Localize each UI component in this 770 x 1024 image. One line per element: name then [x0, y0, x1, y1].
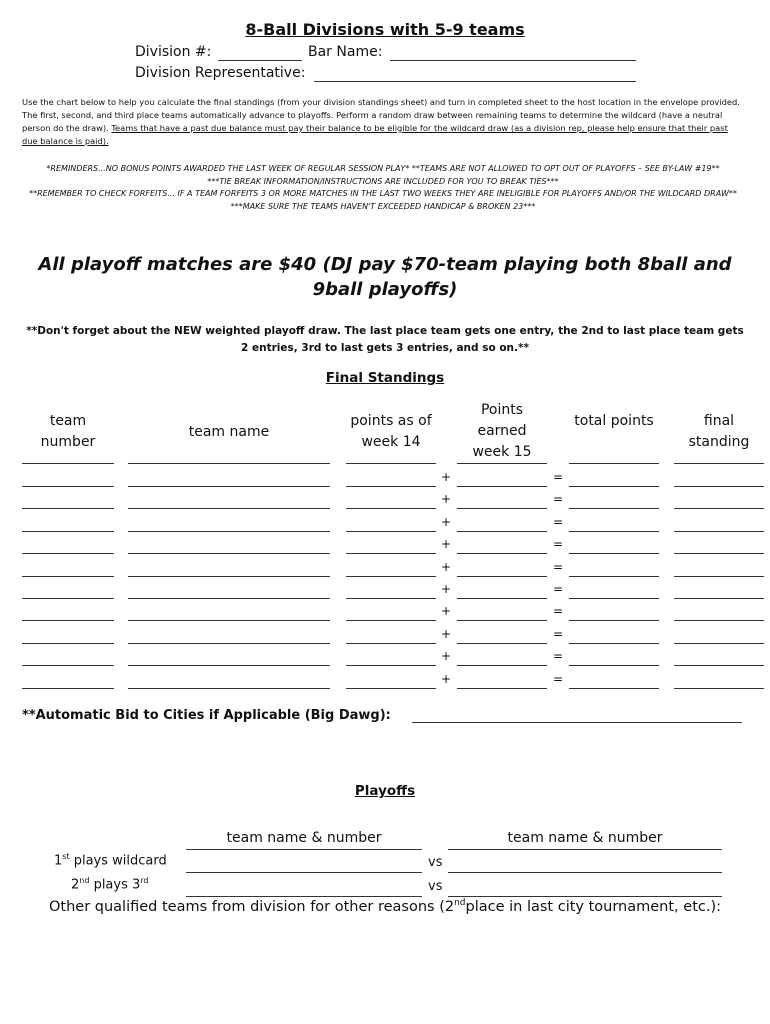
- total-points-field[interactable]: [569, 553, 659, 554]
- total-points-field[interactable]: [569, 576, 659, 577]
- automatic-bid-field[interactable]: [412, 722, 742, 723]
- equals-sign: =: [553, 537, 564, 552]
- representative-field[interactable]: [314, 81, 636, 82]
- plus-sign: +: [441, 559, 452, 574]
- final-standing-field[interactable]: [674, 665, 764, 666]
- team-name-field[interactable]: [128, 553, 330, 554]
- match-2-ordinal: 2: [71, 877, 80, 893]
- total-points-field[interactable]: [569, 665, 659, 666]
- playoff-fee-notice: All playoff matches are $40 (DJ pay $70-team playing both 8ball and 9ball playoffs): [38, 254, 732, 300]
- points-week15-field[interactable]: [457, 620, 547, 621]
- final-standing-field[interactable]: [674, 553, 764, 554]
- plus-sign: +: [441, 582, 452, 596]
- points-week15-field[interactable]: [457, 665, 547, 666]
- col-final-standing: final standing: [688, 413, 750, 450]
- points-week14-field[interactable]: [346, 576, 436, 577]
- points-week15-field[interactable]: [457, 598, 547, 599]
- match-2-text: plays 3: [89, 877, 141, 893]
- match-1-label: [54, 852, 167, 868]
- team-name-field[interactable]: [128, 620, 330, 621]
- instructions-past-due-note: Teams that have a past due balance must pay their balance to be eligible for the wildcard draw (as a division rep, please help ensure that their past due balance is paid).: [22, 123, 728, 146]
- team-name-field[interactable]: [128, 643, 330, 644]
- equals-sign: =: [553, 470, 564, 484]
- division-number-label: Division #:: [135, 44, 212, 60]
- reminders: [22, 163, 744, 213]
- equals-sign: =: [553, 671, 564, 686]
- match-2-team-a-field[interactable]: [186, 896, 422, 897]
- points-week14-field[interactable]: [346, 643, 436, 644]
- points-week15-field[interactable]: [457, 688, 547, 689]
- points-week15-field[interactable]: [457, 643, 547, 644]
- match-1-ordinal: 1: [54, 853, 63, 869]
- header-underline: [128, 463, 330, 464]
- points-week14-field[interactable]: [346, 688, 436, 689]
- points-week15-field[interactable]: [457, 576, 547, 577]
- playoffs-col-right: team name & number: [507, 830, 663, 846]
- match-2-label: [71, 876, 149, 892]
- reminder-line: **REMEMBER TO CHECK FORFEITS... IF A TEAM FORFEITS 3 OR MORE MATCHES IN THE LAST TWO WEEKS THEY ARE INELIGIBLE FOR PLAYOFFS AND/OR THE WILDCARD DRAW**: [29, 189, 737, 198]
- reminder-line: ***TIE BREAK INFORMATION/INSTRUCTIONS ARE INCLUDED FOR YOU TO BREAK TIES***: [207, 176, 559, 186]
- team-number-field[interactable]: [22, 508, 114, 509]
- col-points-week15: Points earned week 15: [472, 402, 532, 460]
- points-week14-field[interactable]: [346, 531, 436, 532]
- plus-sign: +: [441, 514, 452, 529]
- points-week14-field[interactable]: [346, 508, 436, 509]
- instructions-text: Use the chart below to help you calculate the final standings (from your division standings sheet) and turn in completed sheet to the host location in the envelope provided. The first, second, and third place teams automatically advance to playoffs. Perform a random draw between remaining teams to determine the wildcard (have a neutral person do the draw).: [22, 97, 740, 133]
- equals-sign: =: [553, 514, 564, 529]
- points-week15-field[interactable]: [457, 553, 547, 554]
- plus-sign: +: [441, 470, 452, 484]
- final-standings-title: Final Standings: [325, 370, 445, 386]
- bar-name-label: Bar Name:: [308, 44, 383, 60]
- other-prefix: Other qualified teams from division for other reasons (2: [48, 898, 455, 915]
- plus-sign: +: [441, 626, 452, 641]
- team-number-field[interactable]: [22, 598, 114, 599]
- total-points-field[interactable]: [569, 531, 659, 532]
- final-standing-field[interactable]: [674, 598, 764, 599]
- team-name-field[interactable]: [128, 688, 330, 689]
- header-underline: [674, 463, 764, 464]
- points-week15-field[interactable]: [457, 531, 547, 532]
- page-title: 8-Ball Divisions with 5-9 teams: [245, 20, 525, 39]
- team-name-field[interactable]: [128, 508, 330, 509]
- total-points-field[interactable]: [569, 508, 659, 509]
- final-standing-field[interactable]: [674, 620, 764, 621]
- points-week14-field[interactable]: [346, 553, 436, 554]
- playoffs-title: Playoffs: [354, 783, 416, 799]
- equals-sign: =: [553, 626, 564, 641]
- team-number-field[interactable]: [22, 665, 114, 666]
- header-underline: [22, 463, 114, 464]
- playoffs-col-left-divider: [186, 849, 422, 850]
- plus-sign: +: [441, 649, 452, 664]
- match-1-team-a-field[interactable]: [186, 872, 422, 873]
- plus-sign: +: [441, 671, 452, 686]
- final-standing-field[interactable]: [674, 531, 764, 532]
- match-2-suffix: nd: [79, 876, 90, 885]
- team-name-field[interactable]: [128, 598, 330, 599]
- points-week14-field[interactable]: [346, 620, 436, 621]
- equals-sign: =: [553, 604, 564, 619]
- header-underline: [569, 463, 659, 464]
- points-week14-field[interactable]: [346, 665, 436, 666]
- plus-sign: +: [441, 492, 452, 507]
- col-team-name: team name: [188, 424, 270, 440]
- match-2-suffix-2: rd: [140, 876, 149, 885]
- points-week14-field[interactable]: [346, 486, 436, 487]
- final-standing-field[interactable]: [674, 486, 764, 487]
- final-standing-field[interactable]: [674, 508, 764, 509]
- final-standing-field[interactable]: [674, 688, 764, 689]
- team-number-field[interactable]: [22, 553, 114, 554]
- col-team-number: team number: [40, 413, 96, 450]
- team-number-field[interactable]: [22, 688, 114, 689]
- plus-sign: +: [441, 537, 452, 552]
- playoffs-col-left: team name & number: [226, 830, 382, 846]
- final-standing-field[interactable]: [674, 576, 764, 577]
- match-1-suffix: st: [62, 852, 70, 861]
- header-underline: [346, 463, 436, 464]
- match-1-text: plays wildcard: [69, 853, 167, 869]
- other-suffix: place in last city tournament, etc.):: [465, 898, 722, 915]
- col-points-week14: points as of week 14: [350, 413, 432, 450]
- team-number-field[interactable]: [22, 620, 114, 621]
- team-name-field[interactable]: [128, 576, 330, 577]
- total-points-field[interactable]: [569, 620, 659, 621]
- division-number-field[interactable]: [218, 60, 302, 61]
- plus-sign: +: [441, 604, 452, 619]
- automatic-bid-label: **Automatic Bid to Cities if Applicable (Big Dawg):: [22, 708, 391, 723]
- points-week14-field[interactable]: [346, 598, 436, 599]
- reminder-line: ***MAKE SURE THE TEAMS HAVEN'T EXCEEDED HANDICAP & BROKEN 23***: [230, 201, 536, 211]
- points-week15-field[interactable]: [457, 486, 547, 487]
- total-points-field[interactable]: [569, 643, 659, 644]
- team-name-field[interactable]: [128, 531, 330, 532]
- col-total-points: total points: [574, 413, 654, 429]
- total-points-field[interactable]: [569, 688, 659, 689]
- match-2-vs: vs: [428, 879, 443, 894]
- playoffs-col-right-divider: [448, 849, 722, 850]
- total-points-field[interactable]: [569, 486, 659, 487]
- equals-sign: =: [553, 582, 564, 596]
- points-week15-field[interactable]: [457, 508, 547, 509]
- match-2-team-b-field[interactable]: [448, 896, 722, 897]
- total-points-field[interactable]: [569, 598, 659, 599]
- header-underline: [457, 463, 547, 464]
- match-1-vs: vs: [428, 855, 443, 870]
- equals-sign: =: [553, 649, 564, 664]
- other-sup: nd: [454, 898, 466, 908]
- team-number-field[interactable]: [22, 531, 114, 532]
- weighted-draw-note: **Don't forget about the NEW weighted playoff draw. The last place team gets one entry, the 2nd to last place team gets 2 entries, 3rd to last gets 3 entries, and so on.**: [26, 325, 744, 354]
- team-name-field[interactable]: [128, 486, 330, 487]
- representative-label: Division Representative:: [135, 65, 306, 81]
- bar-name-field[interactable]: [390, 60, 636, 61]
- equals-sign: =: [553, 559, 564, 574]
- instructions: [22, 96, 744, 148]
- final-standing-field[interactable]: [674, 643, 764, 644]
- team-name-field[interactable]: [128, 665, 330, 666]
- reminder-line: *REMINDERS...NO BONUS POINTS AWARDED THE LAST WEEK OF REGULAR SESSION PLAY* **TEAMS ARE NOT ALLOWED TO OPT OUT OF PLAYOFFS – SEE BY-LAW #19**: [46, 164, 720, 173]
- match-1-team-b-field[interactable]: [448, 872, 722, 873]
- other-qualified-teams: [0, 898, 770, 915]
- equals-sign: =: [553, 492, 564, 507]
- team-number-field[interactable]: [22, 576, 114, 577]
- team-number-field[interactable]: [22, 486, 114, 487]
- team-number-field[interactable]: [22, 643, 114, 644]
